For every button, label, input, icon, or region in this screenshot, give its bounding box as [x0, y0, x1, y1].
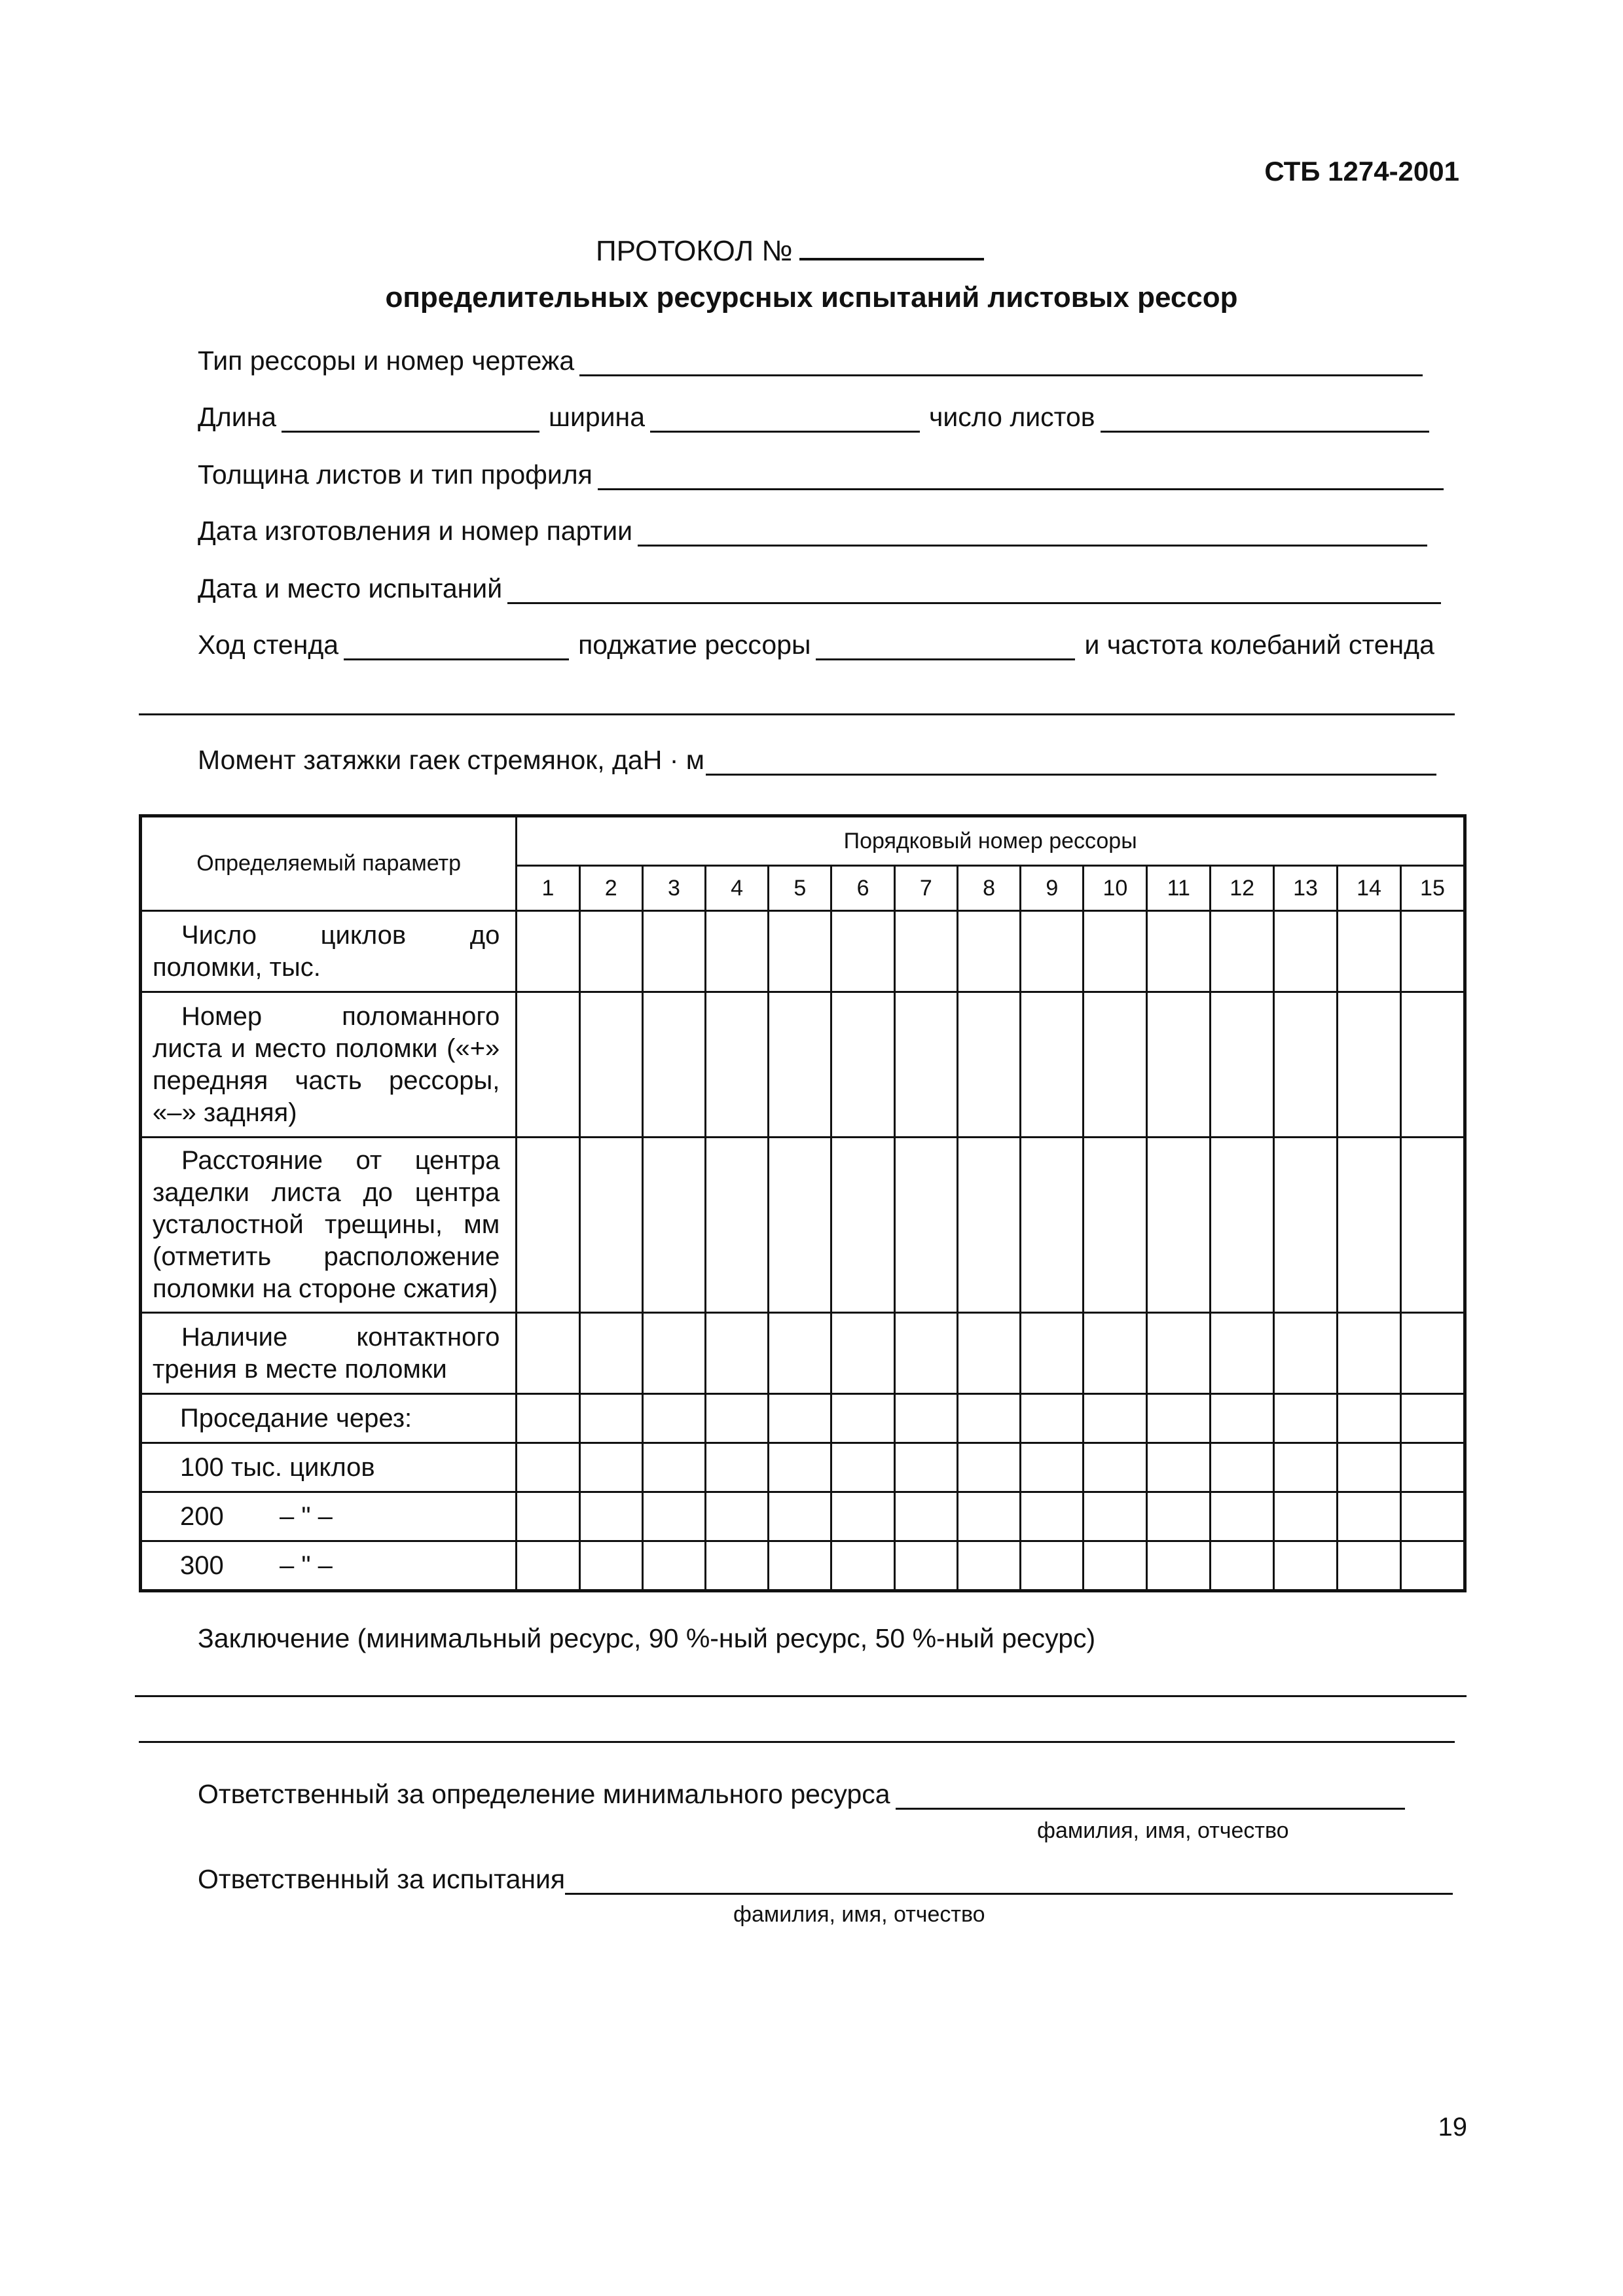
value-cell[interactable]	[1021, 1138, 1084, 1313]
value-cell[interactable]	[1274, 992, 1338, 1138]
value-cell[interactable]	[1338, 1394, 1401, 1443]
row-label: Проседание через:	[141, 1394, 517, 1443]
value-cell[interactable]	[1021, 1394, 1084, 1443]
row-label: Номер поломанного листа и место поломки («+» передняя часть рессоры, «–» задняя)	[141, 992, 517, 1138]
value-cell[interactable]	[894, 911, 957, 992]
value-cell[interactable]	[579, 911, 642, 992]
value-cell[interactable]	[1211, 1492, 1274, 1541]
value-cell[interactable]	[957, 1313, 1020, 1394]
thickness-field[interactable]	[598, 462, 1444, 490]
value-cell[interactable]	[1338, 1541, 1401, 1591]
table-row	[141, 992, 1465, 1138]
value-cell[interactable]	[831, 911, 894, 992]
value-cell[interactable]	[1021, 992, 1084, 1138]
value-cell[interactable]	[957, 1138, 1020, 1313]
responsible-min-field[interactable]	[896, 1782, 1405, 1810]
value-cell[interactable]	[894, 1394, 957, 1443]
value-cell[interactable]	[579, 1443, 642, 1492]
value-cell[interactable]	[579, 992, 642, 1138]
value-cell[interactable]	[831, 1541, 894, 1591]
col-number: 10	[1084, 866, 1147, 911]
value-cell[interactable]	[1211, 1313, 1274, 1394]
value-cell[interactable]	[1274, 1313, 1338, 1394]
value-cell[interactable]	[517, 1541, 579, 1591]
row-label-300	[141, 1541, 517, 1591]
row-label: Число циклов до поломки, тыс.	[141, 911, 517, 992]
value-cell[interactable]	[1211, 1541, 1274, 1591]
value-cell[interactable]	[1084, 1394, 1147, 1443]
row-label: Наличие контактного трения в месте поломки	[141, 1313, 517, 1394]
conclusion-label: Заключение (минимальный ресурс, 90 %-ный ресурс, 50 %-ный ресурс)	[198, 1623, 1096, 1653]
fio-caption: фамилия, имя, отчество	[1037, 1818, 1289, 1843]
value-cell[interactable]	[642, 1313, 705, 1394]
value-cell[interactable]	[579, 1313, 642, 1394]
value-cell[interactable]	[1147, 1394, 1211, 1443]
protocol-title-text: ПРОТОКОЛ №	[596, 235, 793, 267]
value-cell[interactable]	[1338, 911, 1401, 992]
table-row	[141, 1541, 1465, 1591]
value-cell[interactable]	[642, 1443, 705, 1492]
value-cell[interactable]	[517, 1313, 579, 1394]
responsible-min-label: Ответственный за определение минимального ресурса	[198, 1779, 890, 1809]
col-number: 5	[769, 866, 831, 911]
value-cell[interactable]	[769, 1492, 831, 1541]
dimensions-row	[198, 402, 1429, 433]
responsible-tests-row	[198, 1864, 1453, 1895]
col-number: 4	[706, 866, 769, 911]
value-cell[interactable]	[769, 1313, 831, 1394]
value-cell[interactable]	[957, 1394, 1020, 1443]
value-cell[interactable]	[517, 1492, 579, 1541]
value-cell[interactable]	[957, 992, 1020, 1138]
compression-field[interactable]	[816, 632, 1075, 660]
value-cell[interactable]	[1400, 992, 1465, 1138]
protocol-title	[596, 233, 984, 268]
value-cell[interactable]	[1021, 1541, 1084, 1591]
col-number: 13	[1274, 866, 1338, 911]
value-cell[interactable]	[894, 992, 957, 1138]
value-cell[interactable]	[1274, 911, 1338, 992]
table-row	[141, 1443, 1465, 1492]
value-cell[interactable]	[1084, 1138, 1147, 1313]
value-cell[interactable]	[1084, 1492, 1147, 1541]
col-number: 7	[894, 866, 957, 911]
value-cell[interactable]	[1021, 1443, 1084, 1492]
value-cell[interactable]	[894, 1313, 957, 1394]
value-cell[interactable]	[769, 1138, 831, 1313]
col-number: 9	[1021, 866, 1084, 911]
value-cell[interactable]	[517, 1138, 579, 1313]
value-cell[interactable]	[1211, 911, 1274, 992]
value-cell[interactable]	[1338, 992, 1401, 1138]
manufacture-field[interactable]	[638, 518, 1427, 547]
value-cell[interactable]	[1400, 911, 1465, 992]
value-cell[interactable]	[1084, 911, 1147, 992]
value-cell[interactable]	[1147, 1313, 1211, 1394]
compression-label: поджатие рессоры	[578, 630, 811, 660]
value-cell[interactable]	[706, 1394, 769, 1443]
test-place-row	[198, 573, 1441, 604]
row-label-value: 300	[180, 1551, 224, 1580]
value-cell[interactable]	[769, 1541, 831, 1591]
value-cell[interactable]	[1400, 1443, 1465, 1492]
test-place-label: Дата и место испытаний	[198, 573, 503, 603]
value-cell[interactable]	[642, 992, 705, 1138]
leaf-count-label: число листов	[929, 402, 1095, 432]
value-cell[interactable]	[894, 1138, 957, 1313]
row-label: 100 тыс. циклов	[141, 1443, 517, 1492]
value-cell[interactable]	[1084, 1313, 1147, 1394]
test-place-field[interactable]	[507, 576, 1441, 604]
width-field[interactable]	[650, 404, 920, 433]
conclusion-line-2[interactable]	[139, 1741, 1455, 1743]
table-row	[141, 1492, 1465, 1541]
value-cell[interactable]	[894, 1443, 957, 1492]
value-cell[interactable]	[831, 1443, 894, 1492]
value-cell[interactable]	[706, 1313, 769, 1394]
protocol-number-field[interactable]	[799, 233, 984, 260]
table-row	[141, 1313, 1465, 1394]
torque-row	[198, 745, 1436, 776]
value-cell[interactable]	[1211, 992, 1274, 1138]
value-cell[interactable]	[1084, 1443, 1147, 1492]
value-cell[interactable]	[579, 1394, 642, 1443]
ditto-mark: – " –	[280, 1551, 333, 1580]
value-cell[interactable]	[1211, 1443, 1274, 1492]
value-cell[interactable]	[1211, 1138, 1274, 1313]
value-cell[interactable]	[894, 1541, 957, 1591]
row-label: Расстояние от центра заделки листа до центра усталостной трещины, мм (отметить расположение поломки на стороне сжатия)	[141, 1138, 517, 1313]
value-cell[interactable]	[1084, 992, 1147, 1138]
length-label: Длина	[198, 402, 277, 432]
torque-field[interactable]	[706, 747, 1436, 776]
value-cell[interactable]	[579, 1541, 642, 1591]
col-number: 2	[579, 866, 642, 911]
stand-stroke-field[interactable]	[344, 632, 569, 660]
value-cell[interactable]	[1274, 1443, 1338, 1492]
frequency-label: и частота колебаний стенда	[1084, 630, 1434, 660]
value-cell[interactable]	[642, 1394, 705, 1443]
value-cell[interactable]	[957, 1443, 1020, 1492]
value-cell[interactable]	[831, 1313, 894, 1394]
length-field[interactable]	[282, 404, 539, 433]
spring-type-row	[198, 346, 1423, 376]
col-number: 8	[957, 866, 1020, 911]
spring-type-field[interactable]	[579, 348, 1423, 376]
manufacture-row	[198, 516, 1427, 547]
value-cell[interactable]	[1338, 1492, 1401, 1541]
value-cell[interactable]	[1338, 1313, 1401, 1394]
value-cell[interactable]	[1400, 1313, 1465, 1394]
col-number: 3	[642, 866, 705, 911]
standard-code: СТБ 1274-2001	[1264, 156, 1459, 187]
value-cell[interactable]	[642, 1541, 705, 1591]
value-cell[interactable]	[706, 911, 769, 992]
value-cell[interactable]	[894, 1492, 957, 1541]
col-number: 12	[1211, 866, 1274, 911]
value-cell[interactable]	[1147, 992, 1211, 1138]
results-table	[139, 814, 1467, 1592]
number-header: Порядковый номер рессоры	[517, 816, 1465, 866]
spring-type-label: Тип рессоры и номер чертежа	[198, 346, 575, 376]
col-number: 1	[517, 866, 579, 911]
thickness-label: Толщина листов и тип профиля	[198, 459, 593, 490]
thickness-row	[198, 459, 1444, 490]
value-cell[interactable]	[706, 1443, 769, 1492]
responsible-tests-label: Ответственный за испытания	[198, 1864, 566, 1894]
value-cell[interactable]	[706, 1541, 769, 1591]
col-number: 15	[1400, 866, 1465, 911]
responsible-tests-field[interactable]	[565, 1867, 1453, 1895]
page-number: 19	[1438, 2113, 1467, 2142]
col-number: 6	[831, 866, 894, 911]
value-cell[interactable]	[1338, 1138, 1401, 1313]
leaf-count-field[interactable]	[1101, 404, 1429, 433]
value-cell[interactable]	[1147, 1138, 1211, 1313]
value-cell[interactable]	[957, 1492, 1020, 1541]
value-cell[interactable]	[831, 1492, 894, 1541]
value-cell[interactable]	[642, 1492, 705, 1541]
value-cell[interactable]	[1147, 1541, 1211, 1591]
stand-row	[198, 630, 1440, 660]
value-cell[interactable]	[642, 911, 705, 992]
table-row	[141, 1138, 1465, 1313]
value-cell[interactable]	[769, 911, 831, 992]
table-row	[141, 911, 1465, 992]
value-cell[interactable]	[517, 1394, 579, 1443]
param-header: Определяемый параметр	[141, 816, 517, 911]
value-cell[interactable]	[1211, 1394, 1274, 1443]
conclusion-line-1[interactable]	[135, 1695, 1467, 1697]
value-cell[interactable]	[579, 1492, 642, 1541]
width-label: ширина	[549, 402, 645, 432]
value-cell[interactable]	[1147, 1443, 1211, 1492]
stand-stroke-label: Ход стенда	[198, 630, 339, 660]
value-cell[interactable]	[1021, 1492, 1084, 1541]
value-cell[interactable]	[1274, 1394, 1338, 1443]
value-cell[interactable]	[517, 992, 579, 1138]
value-cell[interactable]	[1021, 1313, 1084, 1394]
value-cell[interactable]	[517, 1443, 579, 1492]
value-cell[interactable]	[1274, 1541, 1338, 1591]
value-cell[interactable]	[706, 1138, 769, 1313]
value-cell[interactable]	[769, 1443, 831, 1492]
ditto-mark: – " –	[280, 1501, 333, 1531]
value-cell[interactable]	[1084, 1541, 1147, 1591]
row-label-200	[141, 1492, 517, 1541]
value-cell[interactable]	[642, 1138, 705, 1313]
value-cell[interactable]	[831, 1138, 894, 1313]
value-cell[interactable]	[831, 992, 894, 1138]
value-cell[interactable]	[1400, 1394, 1465, 1443]
value-cell[interactable]	[957, 911, 1020, 992]
value-cell[interactable]	[706, 1492, 769, 1541]
value-cell[interactable]	[1274, 1138, 1338, 1313]
value-cell[interactable]	[1274, 1492, 1338, 1541]
value-cell[interactable]	[769, 1394, 831, 1443]
table-row	[141, 1394, 1465, 1443]
value-cell[interactable]	[579, 1138, 642, 1313]
frequency-field[interactable]	[139, 713, 1455, 715]
fio-caption: фамилия, имя, отчество	[733, 1902, 985, 1927]
value-cell[interactable]	[1147, 1492, 1211, 1541]
value-cell[interactable]	[831, 1394, 894, 1443]
protocol-subtitle: определительных ресурсных испытаний листовых рессор	[385, 281, 1238, 314]
value-cell[interactable]	[957, 1541, 1020, 1591]
value-cell[interactable]	[1338, 1443, 1401, 1492]
torque-label: Момент затяжки гаек стремянок, даН · м	[198, 745, 704, 775]
value-cell[interactable]	[1147, 911, 1211, 992]
row-label-value: 200	[180, 1501, 224, 1531]
value-cell[interactable]	[706, 992, 769, 1138]
col-number: 14	[1338, 866, 1401, 911]
value-cell[interactable]	[1400, 1541, 1465, 1591]
value-cell[interactable]	[1400, 1138, 1465, 1313]
value-cell[interactable]	[1021, 911, 1084, 992]
value-cell[interactable]	[517, 911, 579, 992]
value-cell[interactable]	[1400, 1492, 1465, 1541]
col-number: 11	[1147, 866, 1211, 911]
manufacture-label: Дата изготовления и номер партии	[198, 516, 633, 546]
responsible-min-row	[198, 1779, 1405, 1810]
value-cell[interactable]	[769, 992, 831, 1138]
